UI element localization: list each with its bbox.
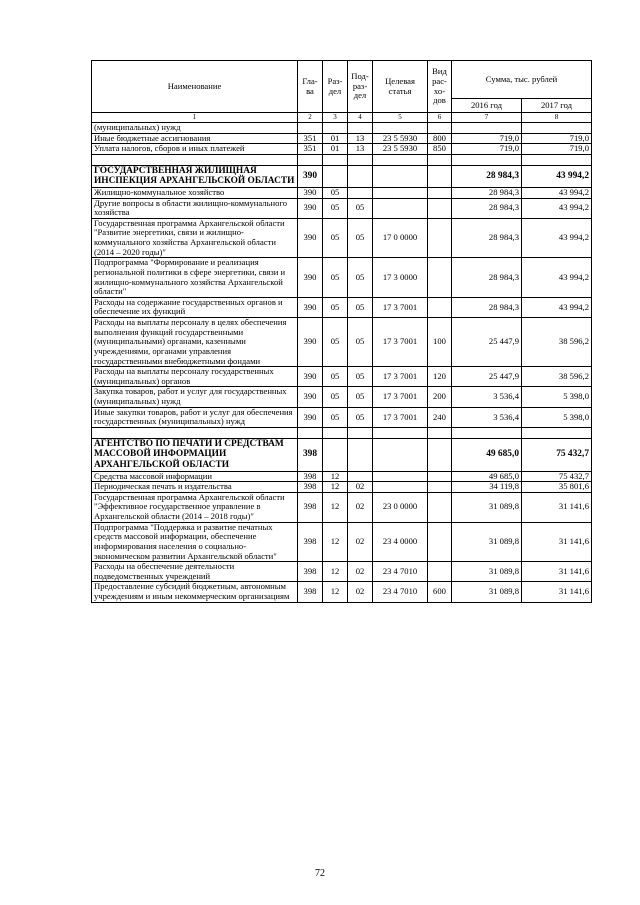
sum-2017-cell: 38 596,2 <box>522 367 592 387</box>
expense-type-cell <box>428 522 452 562</box>
podrazdel-cell <box>348 471 373 482</box>
spacer-cell <box>373 154 428 165</box>
razdel-cell: 05 <box>323 407 348 427</box>
glava-cell: 351 <box>298 144 323 155</box>
expense-type-cell: 100 <box>428 318 452 367</box>
table-row <box>92 562 592 582</box>
glava-cell <box>298 123 323 134</box>
sum-2016-cell: 28 984,3 <box>452 187 522 198</box>
row-name-cell: АГЕНТСТВО ПО ПЕЧАТИ И СРЕДСТВАМ МАССОВОЙ ИНФОРМАЦИИ АРХАНГЕЛЬСКОЙ ОБЛАСТИ <box>92 438 298 471</box>
table-row <box>92 133 592 144</box>
column-number: 8 <box>522 113 592 123</box>
target-article-cell: 17 0 0000 <box>373 218 428 258</box>
row-name-cell: Расходы на выплаты персоналу государственных (муниципальных) органов <box>92 367 298 387</box>
expense-type-cell: 200 <box>428 387 452 407</box>
column-number: 1 <box>92 113 298 123</box>
spacer-cell <box>298 427 323 438</box>
glava-cell: 390 <box>298 165 323 187</box>
razdel-cell: 12 <box>323 471 348 482</box>
target-article-cell <box>373 198 428 218</box>
podrazdel-cell <box>348 438 373 471</box>
glava-cell: 390 <box>298 198 323 218</box>
target-article-cell <box>373 187 428 198</box>
header-vid: Вид рас-хо-дов <box>428 61 452 113</box>
table-row <box>92 318 592 367</box>
glava-cell: 390 <box>298 367 323 387</box>
section-row <box>92 438 592 471</box>
table-row <box>92 482 592 493</box>
expense-type-cell <box>428 492 452 522</box>
section-row <box>92 165 592 187</box>
podrazdel-cell: 13 <box>348 144 373 155</box>
razdel-cell: 05 <box>323 198 348 218</box>
sum-2017-cell: 31 141,6 <box>522 492 592 522</box>
table-row <box>92 258 592 298</box>
expense-type-cell <box>428 482 452 493</box>
sum-2017-cell: 719,0 <box>522 144 592 155</box>
column-number: 3 <box>323 113 348 123</box>
sum-2017-cell: 5 398,0 <box>522 407 592 427</box>
target-article-cell <box>373 482 428 493</box>
glava-cell: 398 <box>298 438 323 471</box>
expense-type-cell: 600 <box>428 582 452 602</box>
glava-cell: 390 <box>298 218 323 258</box>
sum-2016-cell: 28 984,3 <box>452 258 522 298</box>
spacer-row <box>92 427 592 438</box>
podrazdel-cell: 02 <box>348 562 373 582</box>
target-article-cell: 17 3 7001 <box>373 367 428 387</box>
spacer-cell <box>92 427 298 438</box>
target-article-cell: 17 3 7001 <box>373 407 428 427</box>
glava-cell: 390 <box>298 297 323 317</box>
spacer-cell <box>323 154 348 165</box>
spacer-cell <box>92 154 298 165</box>
sum-2017-cell: 35 801,6 <box>522 482 592 493</box>
sum-2017-cell: 75 432,7 <box>522 471 592 482</box>
spacer-cell <box>522 154 592 165</box>
sum-2016-cell: 31 089,8 <box>452 522 522 562</box>
table-row <box>92 407 592 427</box>
razdel-cell <box>323 438 348 471</box>
podrazdel-cell: 02 <box>348 522 373 562</box>
target-article-cell: 17 3 7001 <box>373 387 428 407</box>
spacer-cell <box>428 154 452 165</box>
row-name-cell: Жилищно-коммунальное хозяйство <box>92 187 298 198</box>
podrazdel-cell: 05 <box>348 387 373 407</box>
razdel-cell: 05 <box>323 367 348 387</box>
sum-2016-cell: 49 685,0 <box>452 471 522 482</box>
glava-cell: 398 <box>298 471 323 482</box>
sum-2016-cell: 34 119,8 <box>452 482 522 493</box>
podrazdel-cell: 02 <box>348 582 373 602</box>
sum-2016-cell: 49 685,0 <box>452 438 522 471</box>
glava-cell: 398 <box>298 562 323 582</box>
expense-type-cell <box>428 165 452 187</box>
razdel-cell: 01 <box>323 144 348 155</box>
table-row <box>92 387 592 407</box>
sum-2016-cell: 28 984,3 <box>452 165 522 187</box>
target-article-cell <box>373 438 428 471</box>
expense-type-cell <box>428 198 452 218</box>
table-row <box>92 187 592 198</box>
expense-type-cell <box>428 438 452 471</box>
sum-2016-cell: 28 984,3 <box>452 297 522 317</box>
sum-2017-cell: 5 398,0 <box>522 387 592 407</box>
sum-2017-cell: 31 141,6 <box>522 522 592 562</box>
column-number: 5 <box>373 113 428 123</box>
spacer-cell <box>452 427 522 438</box>
expense-type-cell: 240 <box>428 407 452 427</box>
podrazdel-cell: 05 <box>348 198 373 218</box>
expense-type-cell: 850 <box>428 144 452 155</box>
header-name: Наименование <box>92 61 298 113</box>
table-row <box>92 123 592 134</box>
spacer-cell <box>428 427 452 438</box>
row-name-cell: Подпрограмма "Поддержка и развитие печатных средств массовой информации, обеспечение информирования населения о социально-экономическом развитии Архангельской области" <box>92 522 298 562</box>
sum-2016-cell: 28 984,3 <box>452 198 522 218</box>
column-number: 7 <box>452 113 522 123</box>
glava-cell: 390 <box>298 258 323 298</box>
row-name-cell: Периодическая печать и издательства <box>92 482 298 493</box>
sum-2017-cell: 43 994,2 <box>522 218 592 258</box>
glava-cell: 390 <box>298 387 323 407</box>
table-row <box>92 297 592 317</box>
podrazdel-cell: 05 <box>348 297 373 317</box>
sum-2016-cell: 719,0 <box>452 133 522 144</box>
row-name-cell: Другие вопросы в области жилищно-коммунального хозяйства <box>92 198 298 218</box>
razdel-cell: 05 <box>323 318 348 367</box>
target-article-cell <box>373 165 428 187</box>
target-article-cell: 23 5 5930 <box>373 133 428 144</box>
row-name-cell: Подпрограмма "Формирование и реализация региональной политики в сфере энергетики, связи и жилищно-коммунального хозяйства Архангельской области" <box>92 258 298 298</box>
sum-2016-cell <box>452 123 522 134</box>
podrazdel-cell <box>348 187 373 198</box>
row-name-cell: Расходы на выплаты персоналу в целях обеспечения выполнения функций государственными (муниципальными) органами, казенными учреждениями, органами управления государственными внебюджетными фондами <box>92 318 298 367</box>
sum-2017-cell: 38 596,2 <box>522 318 592 367</box>
target-article-cell: 23 4 0000 <box>373 522 428 562</box>
target-article-cell: 23 4 7010 <box>373 582 428 602</box>
glava-cell: 390 <box>298 318 323 367</box>
razdel-cell: 05 <box>323 258 348 298</box>
podrazdel-cell: 02 <box>348 492 373 522</box>
header-year-2017: 2017 год <box>522 99 592 113</box>
target-article-cell: 23 5 5930 <box>373 144 428 155</box>
spacer-row <box>92 154 592 165</box>
sum-2017-cell: 719,0 <box>522 133 592 144</box>
sum-2016-cell: 3 536,4 <box>452 387 522 407</box>
target-article-cell: 17 3 7001 <box>373 297 428 317</box>
target-article-cell <box>373 471 428 482</box>
podrazdel-cell <box>348 123 373 134</box>
podrazdel-cell: 05 <box>348 218 373 258</box>
sum-2017-cell: 75 432,7 <box>522 438 592 471</box>
sum-2017-cell: 43 994,2 <box>522 165 592 187</box>
table-row <box>92 492 592 522</box>
razdel-cell: 05 <box>323 218 348 258</box>
expense-type-cell <box>428 187 452 198</box>
table-row <box>92 198 592 218</box>
expense-type-cell: 800 <box>428 133 452 144</box>
sum-2017-cell <box>522 123 592 134</box>
table-body <box>92 123 592 603</box>
row-name-cell: (муниципальных) нужд <box>92 123 298 134</box>
spacer-cell <box>298 154 323 165</box>
table-row <box>92 367 592 387</box>
sum-2016-cell: 719,0 <box>452 144 522 155</box>
razdel-cell: 12 <box>323 582 348 602</box>
row-name-cell: Иные бюджетные ассигнования <box>92 133 298 144</box>
sum-2016-cell: 28 984,3 <box>452 218 522 258</box>
header-podrazdel: Под-раз-дел <box>348 61 373 113</box>
razdel-cell: 05 <box>323 187 348 198</box>
glava-cell: 398 <box>298 582 323 602</box>
razdel-cell: 01 <box>323 133 348 144</box>
glava-cell: 398 <box>298 522 323 562</box>
podrazdel-cell: 05 <box>348 407 373 427</box>
razdel-cell: 12 <box>323 522 348 562</box>
podrazdel-cell: 05 <box>348 367 373 387</box>
sum-2016-cell: 31 089,8 <box>452 562 522 582</box>
glava-cell: 351 <box>298 133 323 144</box>
target-article-cell: 23 4 7010 <box>373 562 428 582</box>
target-article-cell <box>373 123 428 134</box>
sum-2017-cell: 43 994,2 <box>522 187 592 198</box>
razdel-cell: 05 <box>323 387 348 407</box>
page-number: 72 <box>315 868 325 879</box>
spacer-cell <box>348 427 373 438</box>
header-glava: Гла-ва <box>298 61 323 113</box>
spacer-cell <box>373 427 428 438</box>
sum-2017-cell: 31 141,6 <box>522 582 592 602</box>
sum-2016-cell: 3 536,4 <box>452 407 522 427</box>
column-numbers-row <box>92 113 592 123</box>
row-name-cell: Иные закупки товаров, работ и услуг для обеспечения государственных (муниципальных) нужд <box>92 407 298 427</box>
podrazdel-cell: 02 <box>348 482 373 493</box>
target-article-cell: 17 3 7001 <box>373 318 428 367</box>
razdel-cell: 12 <box>323 482 348 493</box>
razdel-cell: 12 <box>323 562 348 582</box>
podrazdel-cell: 05 <box>348 318 373 367</box>
sum-2016-cell: 25 447,9 <box>452 367 522 387</box>
row-name-cell: Государственная программа Архангельской области "Эффективное государственное управление в Архангельской области (2014 – 2018 годы)" <box>92 492 298 522</box>
header-sum: Сумма, тыс. рублей <box>452 61 592 99</box>
spacer-cell <box>452 154 522 165</box>
row-name-cell: Расходы на содержание государственных органов и обеспечение их функций <box>92 297 298 317</box>
row-name-cell: Закупка товаров, работ и услуг для государственных (муниципальных) нужд <box>92 387 298 407</box>
razdel-cell: 05 <box>323 297 348 317</box>
glava-cell: 390 <box>298 407 323 427</box>
header-target: Целевая статья <box>373 61 428 113</box>
razdel-cell <box>323 165 348 187</box>
expense-type-cell: 120 <box>428 367 452 387</box>
table-row <box>92 471 592 482</box>
budget-table <box>91 60 592 603</box>
podrazdel-cell: 13 <box>348 133 373 144</box>
expense-type-cell <box>428 297 452 317</box>
expense-type-cell <box>428 471 452 482</box>
sum-2016-cell: 25 447,9 <box>452 318 522 367</box>
column-number: 6 <box>428 113 452 123</box>
expense-type-cell <box>428 562 452 582</box>
expense-type-cell <box>428 123 452 134</box>
target-article-cell: 17 3 0000 <box>373 258 428 298</box>
sum-2016-cell: 31 089,8 <box>452 582 522 602</box>
table-row <box>92 218 592 258</box>
razdel-cell: 12 <box>323 492 348 522</box>
glava-cell: 398 <box>298 482 323 493</box>
table-row <box>92 522 592 562</box>
column-number: 2 <box>298 113 323 123</box>
sum-2017-cell: 43 994,2 <box>522 297 592 317</box>
spacer-cell <box>522 427 592 438</box>
sum-2017-cell: 31 141,6 <box>522 562 592 582</box>
razdel-cell <box>323 123 348 134</box>
column-number: 4 <box>348 113 373 123</box>
row-name-cell: Государственная программа Архангельской области "Развитие энергетики, связи и жилищно-коммунального хозяйства Архангельской области (2014 – 2020 годы)" <box>92 218 298 258</box>
spacer-cell <box>323 427 348 438</box>
row-name-cell: Предоставление субсидий бюджетным, автономным учреждениям и иным некоммерческим организациям <box>92 582 298 602</box>
table-row <box>92 582 592 602</box>
glava-cell: 398 <box>298 492 323 522</box>
row-name-cell: Средства массовой информации <box>92 471 298 482</box>
row-name-cell: Расходы на обеспечение деятельности подведомственных учреждений <box>92 562 298 582</box>
header-razdel: Раз-дел <box>323 61 348 113</box>
sum-2017-cell: 43 994,2 <box>522 258 592 298</box>
header-year-2016: 2016 год <box>452 99 522 113</box>
sum-2016-cell: 31 089,8 <box>452 492 522 522</box>
table-row <box>92 144 592 155</box>
row-name-cell: ГОСУДАРСТВЕННАЯ ЖИЛИЩНАЯ ИНСПЕКЦИЯ АРХАНГЕЛЬСКОЙ ОБЛАСТИ <box>92 165 298 187</box>
podrazdel-cell: 05 <box>348 258 373 298</box>
podrazdel-cell <box>348 165 373 187</box>
glava-cell: 390 <box>298 187 323 198</box>
expense-type-cell <box>428 218 452 258</box>
sum-2017-cell: 43 994,2 <box>522 198 592 218</box>
expense-type-cell <box>428 258 452 298</box>
spacer-cell <box>348 154 373 165</box>
target-article-cell: 23 0 0000 <box>373 492 428 522</box>
row-name-cell: Уплата налогов, сборов и иных платежей <box>92 144 298 155</box>
